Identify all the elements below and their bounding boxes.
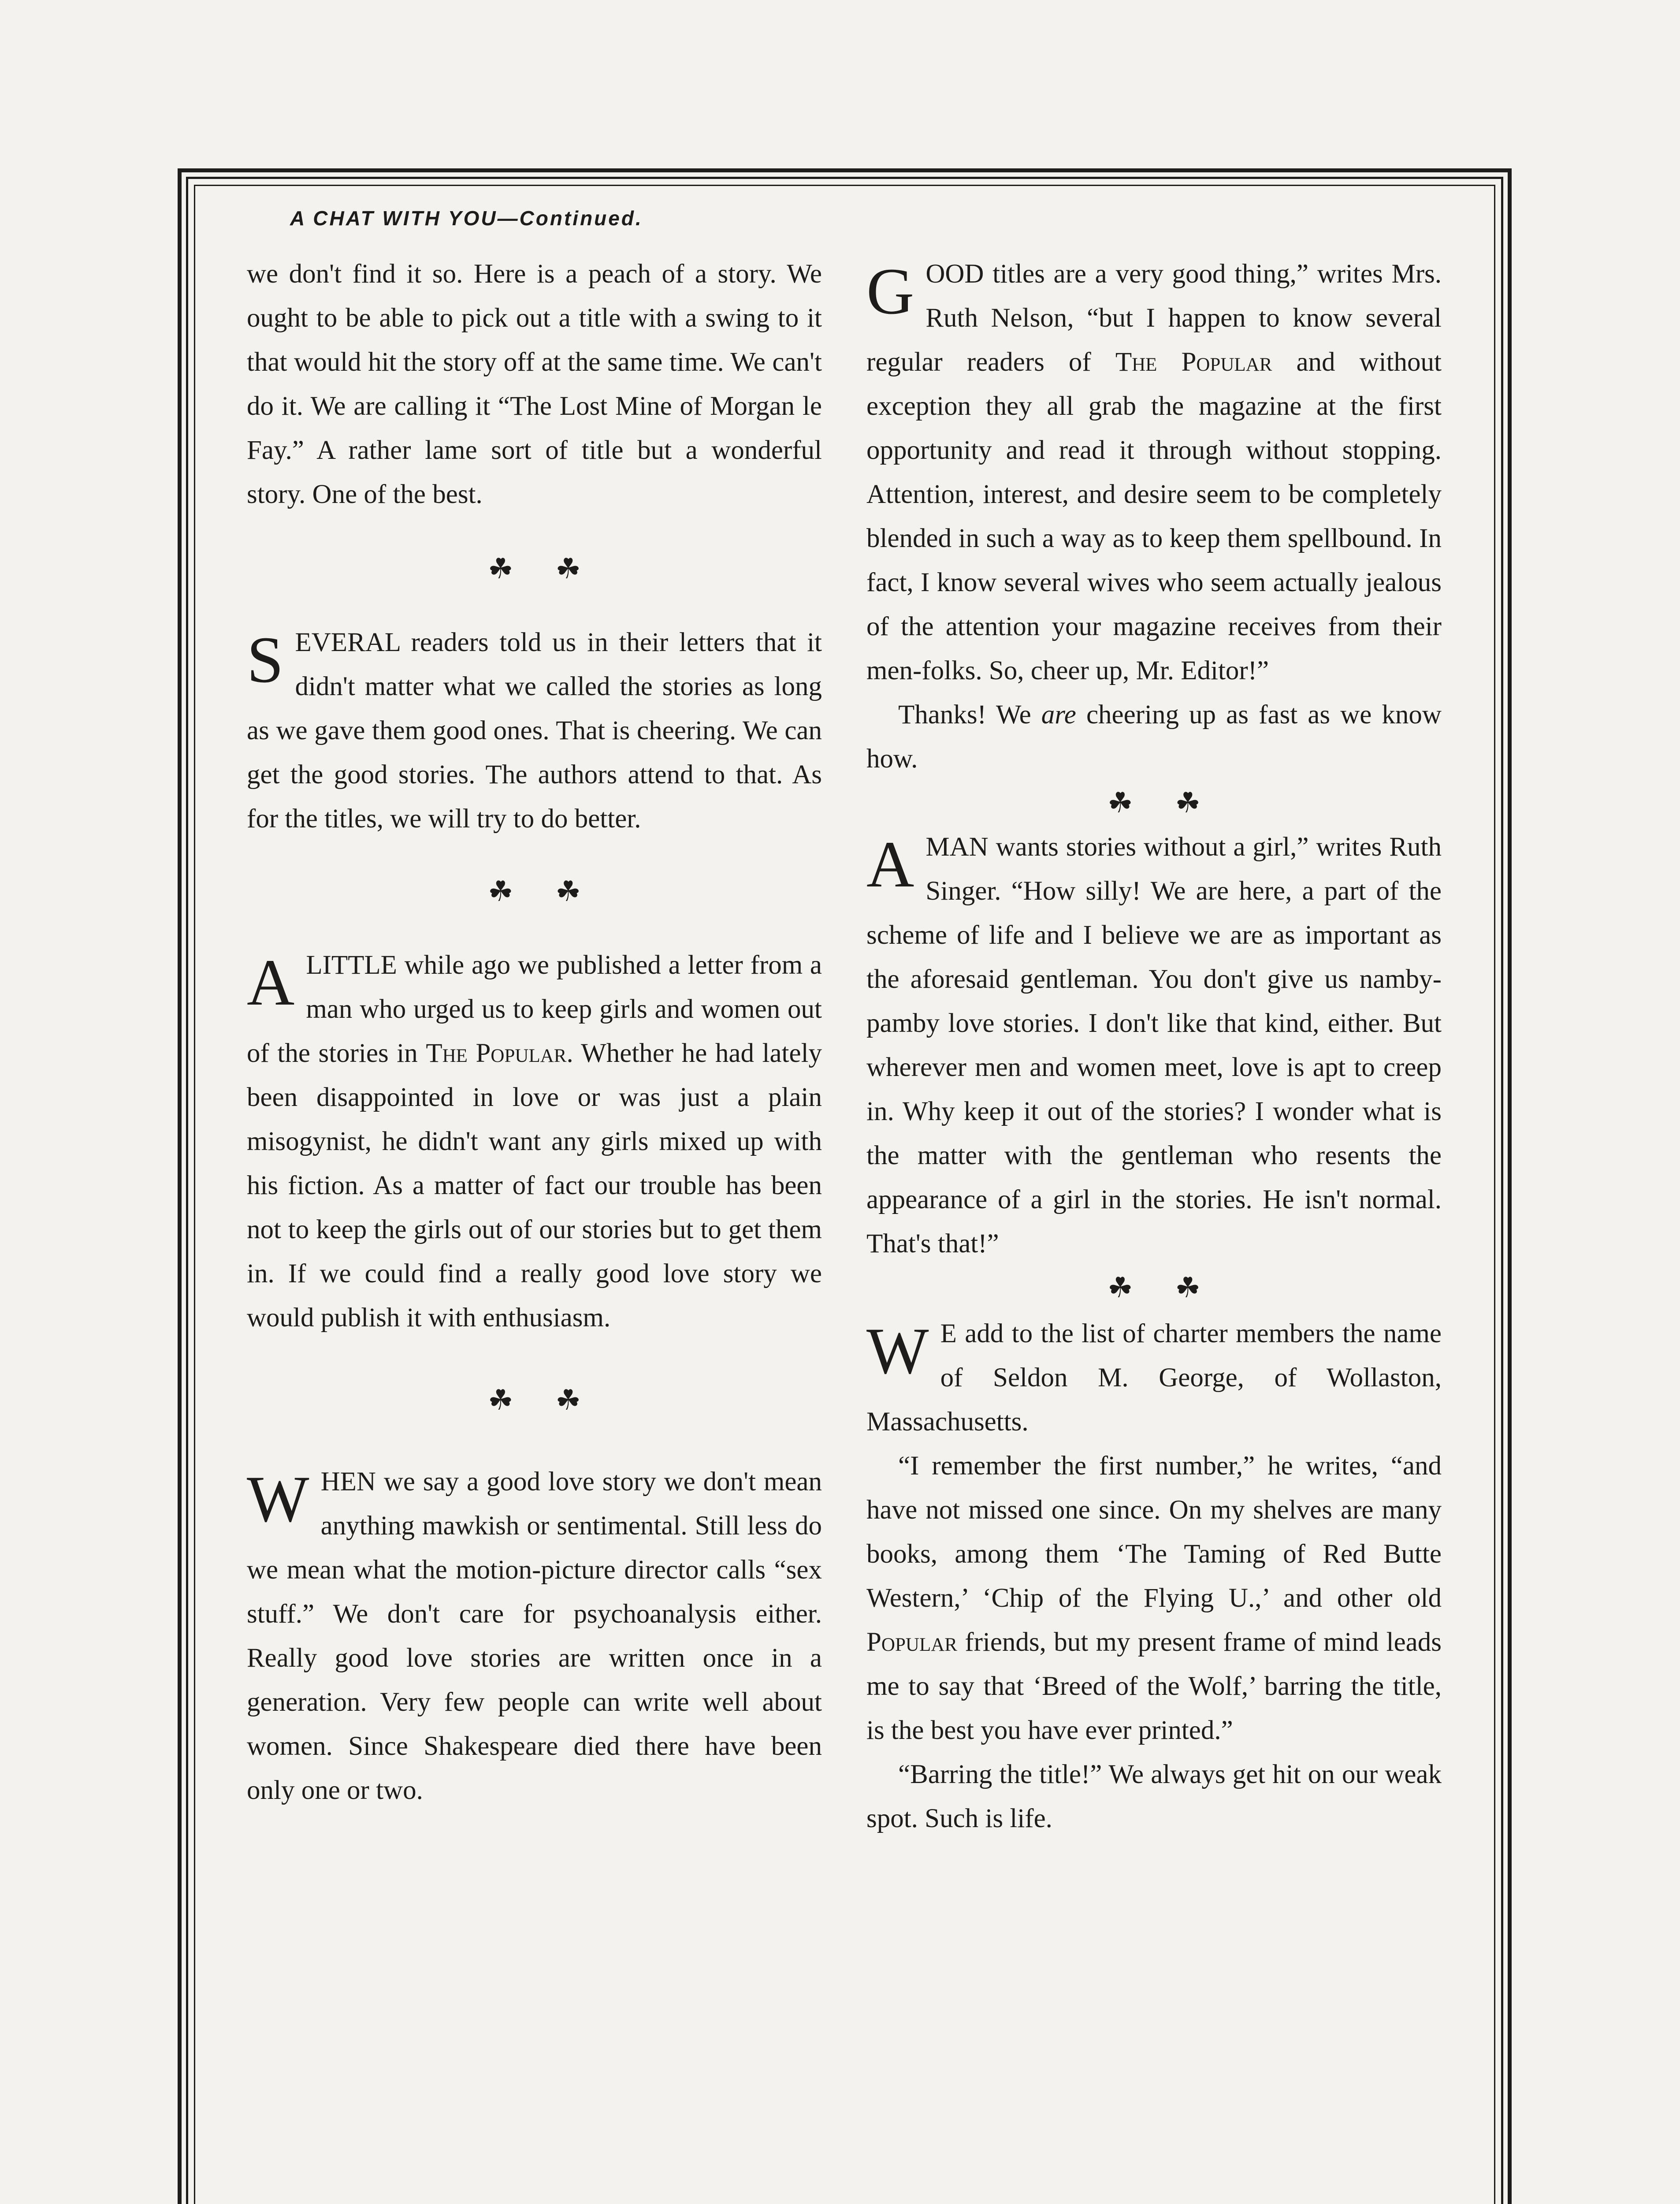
left-column — [247, 252, 822, 1813]
paragraph-barring-the-title: “Barring the title!” We always get hit on our weak spot. Such is life. — [866, 1760, 1442, 1833]
paragraph-text: titles are a very good thing,” writes Mrs. Ruth Nelson, “but I happen to know several regular readers of — [866, 259, 1442, 377]
paragraph-good-titles — [866, 252, 1442, 693]
drop-cap: A — [866, 828, 914, 901]
paragraph-remember-first-number — [866, 1444, 1442, 1753]
paragraph-continued: we don't find it so. Here is a peach of a story. We ought to be able to pick out a title with a swing to it that would hit the story off at the same time. We can't do it. We are calling it “The Lost Mine of Morgan le Fay.” A rather lame sort of title but a wonderful story. One of the best. — [247, 259, 822, 509]
paragraph-text: add to the list of charter members the name of Seldon M. George, of Wollaston, Massachusetts. — [866, 1319, 1442, 1437]
drop-cap: W — [247, 1463, 309, 1536]
right-column — [866, 252, 1442, 1841]
lead-word: MAN — [925, 832, 989, 862]
drop-cap: W — [866, 1314, 929, 1388]
lead-word: HEN — [320, 1467, 376, 1497]
magazine-name: The Popular — [426, 1039, 567, 1068]
paragraph-text: Thanks! We — [898, 700, 1041, 730]
lead-word: OOD — [925, 259, 984, 289]
lead-word: EVERAL — [295, 628, 400, 657]
paragraph-thanks — [866, 693, 1442, 781]
ornament-separator: ☘ ☘ — [1108, 1272, 1218, 1303]
paragraph-text: . Whether he had lately been disappointed in love or was just a plain misogynist, he didn't want any girls mixed up with his fiction. As a matter of fact our trouble has been not to keep the girls out of our stories but to get them in. If we could find a really good love story we would publish it with enthusiasm. — [247, 1039, 822, 1333]
magazine-name: Popular — [866, 1627, 957, 1657]
drop-cap: S — [247, 623, 284, 696]
ornament-separator: ☘ ☘ — [1108, 787, 1218, 819]
lead-word: E — [940, 1319, 957, 1348]
paragraph-text: while ago we published a letter from a man who urged us to keep girls and women out of the stories in — [247, 950, 822, 1068]
paragraph-text: wants stories without a girl,” writes Ruth Singer. “How silly! We are here, a part of the scheme of life and I believe we are as important as the aforesaid gentleman. You don't give us namby-pamby love stories. I don't like that kind, either. But wherever men and women meet, love is apt to creep in. Why keep it out of the stories? I wonder what is the matter with the gentleman who resents the appearance of a girl in the stories. He isn't normal. That's that!” — [866, 832, 1442, 1258]
lead-word: LITTLE — [306, 950, 397, 980]
ornament-separator: ☘ ☘ — [488, 876, 598, 907]
drop-cap: A — [247, 946, 295, 1019]
paragraph-text: we say a good love story we don't mean anything mawkish or sentimental. Still less do we mean what the motion-picture director calls “sex stuff.” We don't care for psychoanalysis either. Really good love stories are written once in a generation. Very few people can write well about women. Since Shakespeare died there have been only one or two. — [247, 1467, 822, 1805]
magazine-name: The Popular — [1115, 347, 1272, 377]
running-head: A CHAT WITH YOU—Continued. — [290, 207, 643, 230]
paragraph-charter-members — [866, 1312, 1442, 1444]
paragraph-text: friends, but my present frame of mind leads me to say that ‘Breed of the Wolf,’ barring the title, is the best you have ever printed.” — [866, 1627, 1442, 1745]
paragraph-little-while-ago — [247, 943, 822, 1340]
paragraph-good-love-story — [247, 1460, 822, 1813]
ornament-separator: ☘ ☘ — [488, 1385, 598, 1416]
paragraph-several-readers — [247, 621, 822, 841]
paragraph-text: and without exception they all grab the magazine at the first opportunity and read it through without stopping. Attention, interest, and desire seem to be completely blended in such a way as to keep them spellbound. In fact, I know several wives who seem actually jealous of the attention your magazine receives from their men-folks. So, cheer up, Mr. Editor!” — [866, 347, 1442, 685]
emphasis: are — [1041, 700, 1076, 730]
ornament-separator: ☘ ☘ — [488, 553, 598, 585]
paragraph-text: cheering up as fast as we know how. — [866, 700, 1442, 774]
paragraph-text: “I remember the first number,” he writes, “and have not missed one since. On my shelves are many books, among them ‘The Taming of Red Butte Western,’ ‘Chip of the Flying U.,’ and other old — [866, 1451, 1442, 1613]
paragraph-text: readers told us in their letters that it didn't matter what we called the stories as long as we gave them good ones. That is cheering. We can get the good stories. The authors attend to that. As for the titles, we will try to do better. — [247, 628, 822, 834]
drop-cap: G — [866, 255, 914, 328]
paragraph-man-wants-stories — [866, 825, 1442, 1266]
